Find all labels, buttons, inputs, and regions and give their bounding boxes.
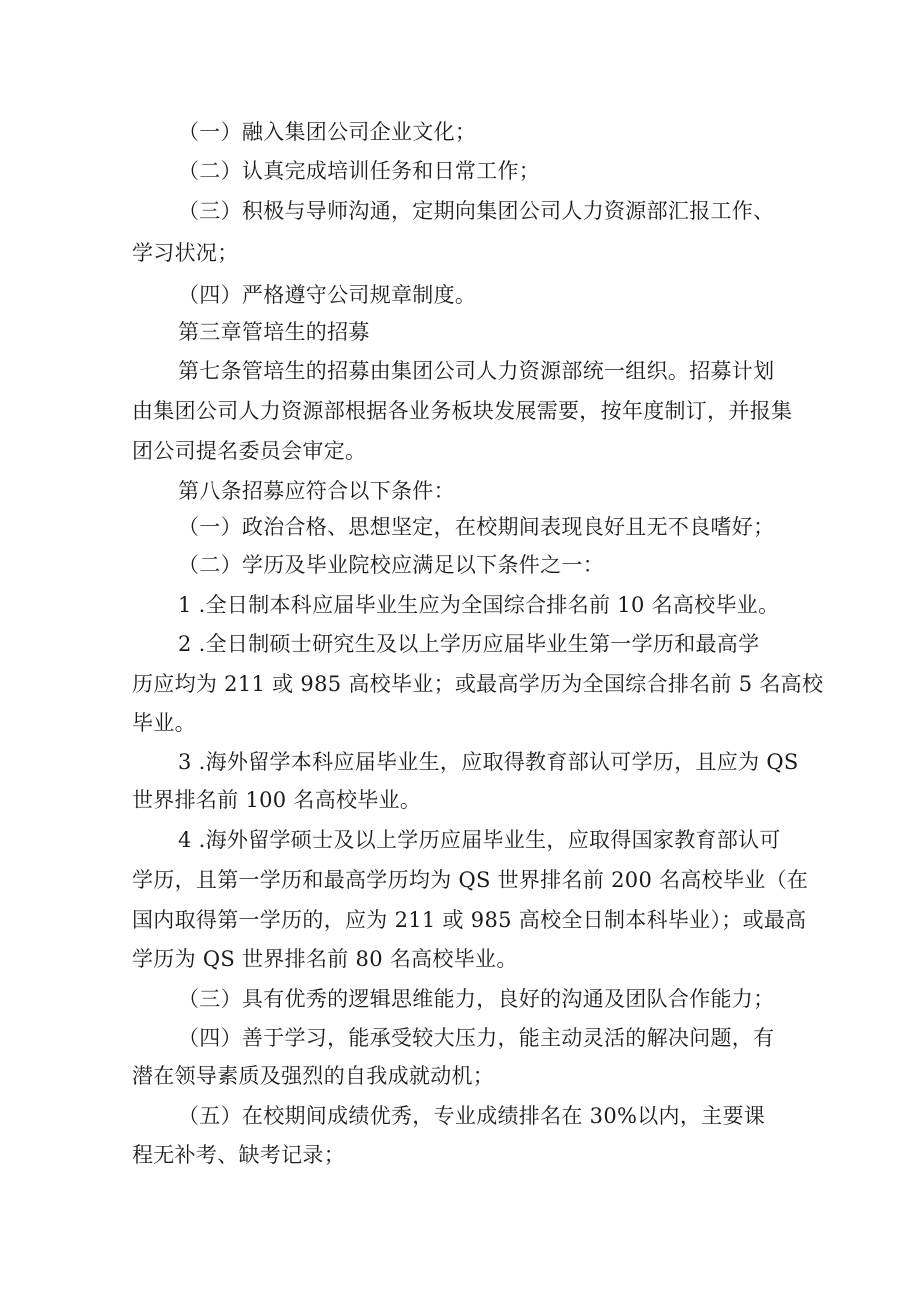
- text-line: 团公司提名委员会审定。: [132, 439, 367, 463]
- text-line: （三）具有优秀的逻辑思维能力，良好的沟通及团队合作能力；: [178, 987, 775, 1011]
- text-line: （三）积极与导师沟通，定期向集团公司人力资源部汇报工作、: [178, 199, 775, 223]
- text-line: 学习状况；: [132, 241, 239, 265]
- text-line: （五）在校期间成绩优秀，专业成绩排名在 30%以内，主要课: [178, 1104, 766, 1128]
- text-line: （二）学历及毕业院校应满足以下条件之一：: [178, 553, 604, 577]
- text-line: 学历为 QS 世界排名前 80 名高校毕业。: [132, 947, 518, 971]
- text-line: 世界排名前 100 名高校毕业。: [132, 788, 422, 812]
- text-line: 2 .全日制硕士研究生及以上学历应届毕业生第一学历和最高学: [178, 632, 760, 656]
- text-line: 毕业。: [132, 711, 196, 735]
- text-line: 程无补考、缺考记录；: [132, 1143, 345, 1167]
- section-heading: 第三章管培生的招募: [178, 320, 370, 344]
- text-line: 3 .海外留学本科应届毕业生，应取得教育部认可学历，且应为 QS: [178, 750, 799, 774]
- text-line: 历应均为 211 或 985 高校毕业；或最高学历为全国综合排名前 5 名高校: [132, 672, 824, 696]
- text-line: 第七条管培生的招募由集团公司人力资源部统一组织。招募计划: [178, 359, 775, 383]
- text-line: （二）认真完成培训任务和日常工作；: [178, 159, 541, 183]
- text-line: （一）政治合格、思想坚定，在校期间表现良好且无不良嗜好；: [178, 515, 775, 539]
- text-line: （四）严格遵守公司规章制度。: [178, 283, 477, 307]
- text-line: 由集团公司人力资源部根据各业务板块发展需要，按年度制订，并报集: [132, 399, 793, 423]
- text-line: 国内取得第一学历的，应为 211 或 985 高校全日制本科毕业）；或最高: [132, 908, 807, 932]
- text-line: 学历，且第一学历和最高学历均为 QS 世界排名前 200 名高校毕业（在: [132, 868, 809, 892]
- text-line: 第八条招募应符合以下条件：: [178, 479, 455, 503]
- text-line: 4 .海外留学硕士及以上学历应届毕业生，应取得国家教育部认可: [178, 828, 781, 852]
- text-line: （一）融入集团公司企业文化；: [178, 120, 477, 144]
- text-line: 1 .全日制本科应届毕业生应为全国综合排名前 10 名高校毕业。: [178, 593, 780, 617]
- text-line: 潜在领导素质及强烈的自我成就动机；: [132, 1064, 495, 1088]
- text-line: （四）善于学习，能承受较大压力，能主动灵活的解决问题，有: [178, 1026, 775, 1050]
